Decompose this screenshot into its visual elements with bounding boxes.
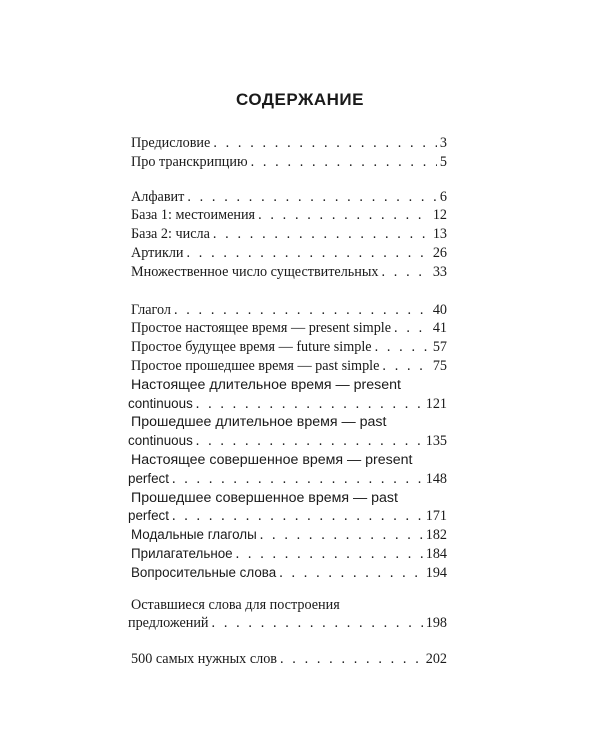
toc-entry-label: Простое будущее время — future simple <box>131 339 372 356</box>
toc-entry-page: 12 <box>432 207 447 224</box>
toc-entry-label: Предисловие <box>131 135 211 151</box>
toc-entry-label: База 1: местоимения <box>131 207 256 224</box>
toc-entry-page: 148 <box>425 470 447 487</box>
toc-entry-past-simple[interactable] <box>131 357 447 376</box>
page-title: СОДЕРЖАНИЕ <box>236 90 364 109</box>
toc-entry-label-line2: continuous <box>128 433 193 449</box>
leader-dots <box>172 507 423 526</box>
toc-entry-label: 500 самых нужных слов <box>131 651 277 668</box>
leader-dots <box>251 153 437 172</box>
toc-entry-label-line1: Оставшиеся слова для построения <box>131 596 340 613</box>
leader-dots <box>279 564 423 583</box>
toc-entry-page: 3 <box>439 135 447 151</box>
toc-entry-label: Множественное число существительных <box>131 263 379 280</box>
toc-entry-verb[interactable] <box>131 301 447 320</box>
toc-entry-past-perfect[interactable] <box>128 489 447 527</box>
toc-entry-page: 75 <box>432 357 447 374</box>
toc-entry-present-continuous[interactable] <box>128 376 447 414</box>
toc-entry-label: Модальные глаголы <box>131 527 257 543</box>
toc-entry-label: Глагол <box>131 301 171 318</box>
toc-entry-label-line2: perfect <box>128 470 169 486</box>
leader-dots <box>196 432 423 451</box>
toc-entry-page: 184 <box>425 545 447 562</box>
toc-group-verbs <box>128 301 447 583</box>
toc-entry-label: Вопросительные слова <box>131 564 277 580</box>
leader-dots <box>394 319 430 338</box>
toc-entry-label-line2: предложений <box>128 615 209 632</box>
toc-entry-page: 5 <box>439 153 447 170</box>
toc-entry-label-line1: Прошедшее совершенное время — past <box>131 489 398 506</box>
toc-entry-label: База 2: числа <box>131 226 210 243</box>
toc-entry-page: 135 <box>425 433 447 450</box>
toc-entry-page: 41 <box>432 320 447 337</box>
toc-entry-future-simple[interactable] <box>131 338 447 357</box>
toc-entry-label-line1: Настоящее совершенное время — present <box>131 451 413 468</box>
toc-entry-label: Алфавит <box>131 188 185 205</box>
toc-entry-transcription[interactable] <box>131 153 447 172</box>
toc-entry-question-words[interactable] <box>131 564 447 583</box>
toc-entry-label: Простое настоящее время — present simple <box>131 320 392 337</box>
toc-entry-remaining-words[interactable] <box>128 596 447 634</box>
toc-entry-articles[interactable] <box>131 244 447 263</box>
leader-dots <box>187 244 430 263</box>
toc-entry-label: Простое прошедшее время — past simple <box>131 357 380 374</box>
toc-entry-500-words[interactable] <box>131 650 447 669</box>
toc-entry-pronouns[interactable] <box>131 206 447 225</box>
toc-entry-label-line2: continuous <box>128 395 193 411</box>
toc-entry-page: 194 <box>425 564 447 581</box>
toc-entry-adjective[interactable] <box>131 545 447 564</box>
toc-group-intro <box>131 134 447 172</box>
toc-entry-page: 57 <box>432 339 447 356</box>
leader-dots <box>187 188 437 207</box>
toc-entry-label-line1: Прошедшее длительное время — past <box>131 414 387 431</box>
leader-dots <box>260 526 423 545</box>
leader-dots <box>196 395 423 414</box>
leader-dots <box>213 134 437 153</box>
toc-entry-page: 198 <box>425 615 447 632</box>
toc-group-vocabulary <box>131 650 447 669</box>
toc-entry-label: Артикли <box>131 244 184 261</box>
toc-entry-plural[interactable] <box>131 263 447 282</box>
toc-entry-page: 13 <box>432 226 447 243</box>
toc-entry-label: Прилагательное <box>131 545 233 561</box>
toc-entry-label-line2: perfect <box>128 508 169 524</box>
toc-entry-page: 171 <box>425 508 447 525</box>
toc-entry-alphabet[interactable] <box>131 188 447 207</box>
toc-entry-preface[interactable] <box>131 134 447 153</box>
toc-entry-label: Про транскрипцию <box>131 153 248 170</box>
toc-entry-page: 6 <box>439 188 447 205</box>
toc-entry-page: 26 <box>432 244 447 261</box>
leader-dots <box>382 357 429 376</box>
leader-dots <box>174 301 430 320</box>
toc-entry-numbers[interactable] <box>131 225 447 244</box>
leader-dots <box>212 614 423 633</box>
toc-entry-present-simple[interactable] <box>131 319 447 338</box>
leader-dots <box>213 225 430 244</box>
toc-entry-past-continuous[interactable] <box>128 413 447 451</box>
toc-entry-present-perfect[interactable] <box>128 451 447 489</box>
leader-dots <box>382 263 430 282</box>
toc-entry-page: 182 <box>425 527 447 544</box>
toc-entry-page: 202 <box>425 651 447 668</box>
toc-entry-label-line1: Настоящее длительное время — present <box>131 376 401 393</box>
leader-dots <box>258 206 430 225</box>
leader-dots <box>172 470 423 489</box>
toc-entry-page: 121 <box>425 395 447 412</box>
table-of-contents <box>128 134 447 669</box>
leader-dots <box>280 650 423 669</box>
toc-entry-page: 33 <box>432 263 447 280</box>
toc-entry-modal-verbs[interactable] <box>131 526 447 545</box>
leader-dots <box>375 338 430 357</box>
leader-dots <box>236 545 423 564</box>
toc-entry-page: 40 <box>432 301 447 318</box>
toc-group-basics <box>131 188 447 282</box>
